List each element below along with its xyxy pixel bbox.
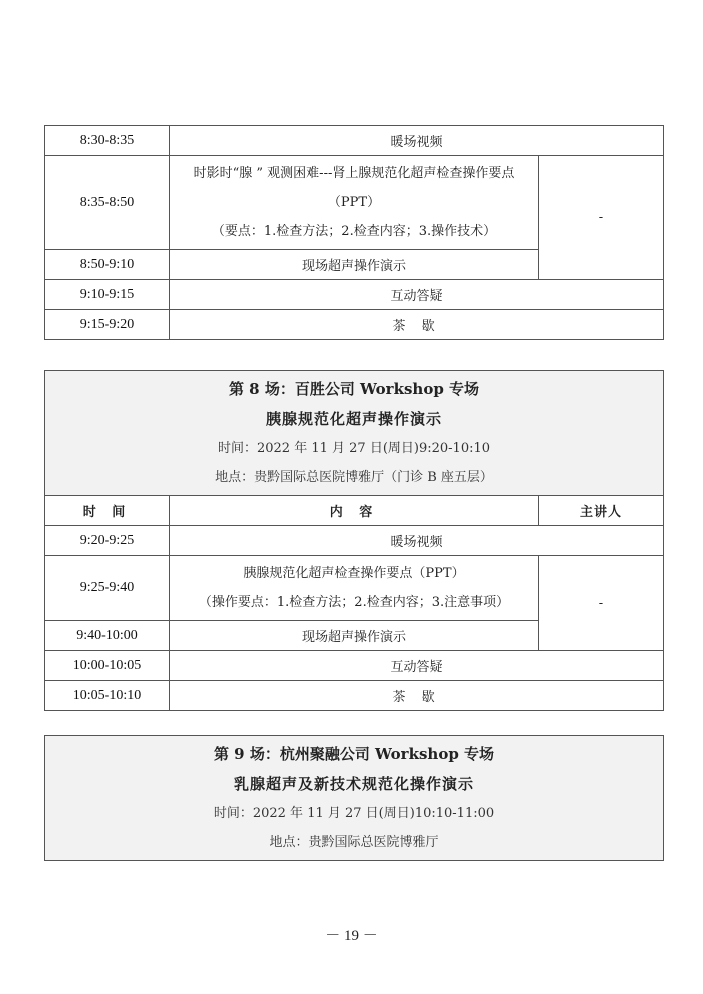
content-cell (170, 556, 539, 621)
time-cell: 8:35-8:50 (45, 156, 170, 250)
column-header-content: 内 容 (170, 496, 539, 526)
table-row (45, 126, 664, 156)
content-cell: 互动答疑 (170, 651, 664, 681)
column-header-time: 时 间 (45, 496, 170, 526)
session-time: 时间：2022 年 11 月 27 日(周日)9:20-10:10 (217, 441, 491, 456)
time-cell: 9:40-10:00 (45, 621, 170, 651)
content-cell: 现场超声操作演示 (170, 250, 539, 280)
presenter-cell: - (539, 156, 664, 280)
session-subtitle: 乳腺超声及新技术规范化操作演示 (233, 775, 474, 793)
session-header (45, 736, 664, 861)
schedule-table-session-8 (44, 370, 664, 711)
session-header (45, 371, 664, 496)
content-cell: 茶 歇 (170, 310, 664, 340)
schedule-table-session-9 (44, 735, 664, 861)
time-cell: 10:05-10:10 (45, 681, 170, 711)
content-cell: 茶 歇 (170, 681, 664, 711)
session-time: 时间：2022 年 11 月 27 日(周日)10:10-11:00 (213, 806, 495, 821)
content-line: （操作要点：1.检查方法；2.检查内容；3.注意事项） (198, 595, 510, 610)
time-cell: 9:20-9:25 (45, 526, 170, 556)
table-row (45, 556, 664, 621)
content-cell (170, 156, 539, 250)
content-cell: 现场超声操作演示 (170, 621, 539, 651)
session-title: 第 9 场：杭州聚融公司 Workshop 专场 (213, 745, 495, 763)
content-line: （PPT） (327, 195, 381, 210)
column-header-presenter: 主讲人 (539, 496, 664, 526)
time-cell: 10:00-10:05 (45, 651, 170, 681)
time-cell: 8:50-9:10 (45, 250, 170, 280)
time-cell: 9:15-9:20 (45, 310, 170, 340)
time-cell: 9:10-9:15 (45, 280, 170, 310)
content-line: 胰腺规范化超声检查操作要点（PPT） (243, 566, 465, 581)
content-line: （要点：1.检查方法；2.检查内容；3.操作技术） (211, 224, 497, 239)
time-cell: 8:30-8:35 (45, 126, 170, 156)
session-location: 地点：贵黔国际总医院博雅厅（门诊 B 座五层） (215, 470, 493, 485)
presenter-cell: - (539, 556, 664, 651)
table-row (45, 526, 664, 556)
time-cell: 9:25-9:40 (45, 556, 170, 621)
table-row (45, 681, 664, 711)
column-header-row (45, 496, 664, 526)
table-row (45, 156, 664, 250)
content-cell: 暖场视频 (170, 126, 664, 156)
content-cell: 互动答疑 (170, 280, 664, 310)
table-row (45, 280, 664, 310)
schedule-table-session-7 (44, 125, 664, 340)
session-title: 第 8 场：百胜公司 Workshop 专场 (228, 380, 480, 398)
content-line: 时影时“腺 ” 观测困难---肾上腺规范化超声检查操作要点 (193, 166, 515, 181)
table-row (45, 310, 664, 340)
session-location: 地点：贵黔国际总医院博雅厅 (269, 835, 439, 850)
session-subtitle: 胰腺规范化超声操作演示 (266, 410, 443, 428)
table-row (45, 651, 664, 681)
page-number: － 19 － (325, 928, 378, 944)
content-cell: 暖场视频 (170, 526, 664, 556)
